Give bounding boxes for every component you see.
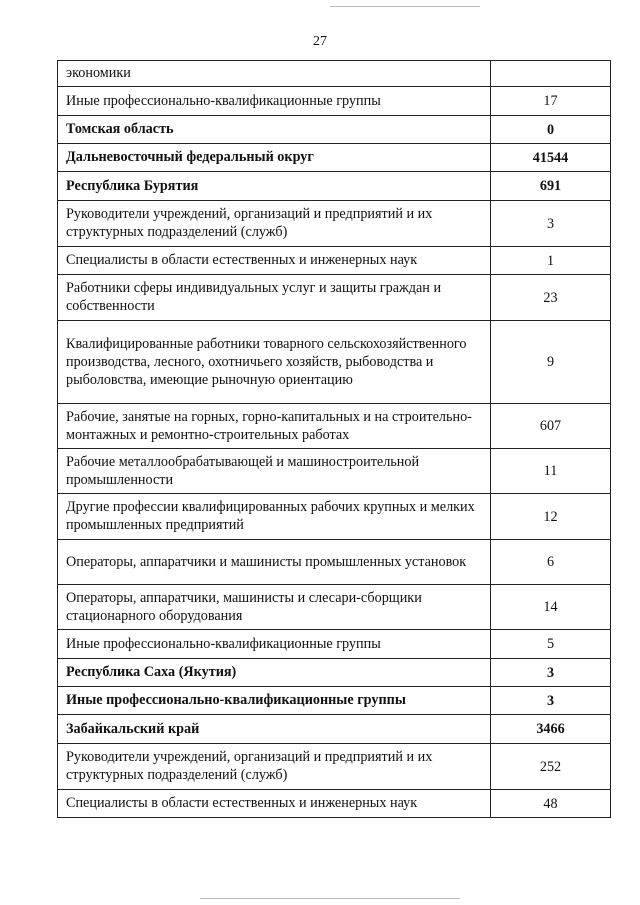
table-row: [58, 715, 611, 744]
row-label: Республика Бурятия: [58, 172, 491, 201]
row-label: Руководители учреждений, организаций и предприятий и их структурных подразделений (служб): [58, 744, 491, 790]
row-label: Рабочие металлообрабатывающей и машиностроительной промышленности: [58, 449, 491, 494]
table-row: [58, 87, 611, 116]
row-value: 48: [491, 790, 611, 818]
table-row: [58, 116, 611, 144]
table-row: [58, 172, 611, 201]
table-row: [58, 449, 611, 494]
table-row: [58, 61, 611, 87]
row-label: Специалисты в области естественных и инженерных наук: [58, 247, 491, 275]
row-value: 9: [491, 321, 611, 404]
row-label: Квалифицированные работники товарного сельскохозяйственного производства, лесного, охотничьего хозяйств, рыбоводства и рыболовства, имеющие рыночную ориентацию: [58, 321, 491, 404]
table-row: [58, 687, 611, 715]
row-label: Операторы, аппаратчики, машинисты и слесари-сборщики стационарного оборудования: [58, 585, 491, 630]
row-value: 5: [491, 630, 611, 659]
row-label: Забайкальский край: [58, 715, 491, 744]
row-value: 3: [491, 201, 611, 247]
row-value: 607: [491, 404, 611, 449]
row-label: Специалисты в области естественных и инженерных наук: [58, 790, 491, 818]
row-value: 11: [491, 449, 611, 494]
table-row: [58, 275, 611, 321]
row-label: Дальневосточный федеральный округ: [58, 144, 491, 172]
row-label: Работники сферы индивидуальных услуг и защиты граждан и собственности: [58, 275, 491, 321]
table-row: [58, 247, 611, 275]
row-label: Томская область: [58, 116, 491, 144]
table-row: [58, 494, 611, 540]
row-value: 3466: [491, 715, 611, 744]
table-row: [58, 790, 611, 818]
row-value: [491, 61, 611, 87]
scan-artifact-line: [200, 898, 460, 899]
row-label: Иные профессионально-квалификационные группы: [58, 87, 491, 116]
row-label: Иные профессионально-квалификационные группы: [58, 687, 491, 715]
row-value: 0: [491, 116, 611, 144]
row-value: 3: [491, 687, 611, 715]
row-label: Другие профессии квалифицированных рабочих крупных и мелких промышленных предприятий: [58, 494, 491, 540]
row-label: Иные профессионально-квалификационные группы: [58, 630, 491, 659]
row-label: Республика Саха (Якутия): [58, 659, 491, 687]
row-value: 41544: [491, 144, 611, 172]
row-value: 14: [491, 585, 611, 630]
row-value: 17: [491, 87, 611, 116]
table-row: [58, 630, 611, 659]
table-row: [58, 144, 611, 172]
row-value: 3: [491, 659, 611, 687]
scan-artifact-line: [330, 6, 480, 7]
row-label: Рабочие, занятые на горных, горно-капитальных и на строительно-монтажных и ремонтно-строительных работах: [58, 404, 491, 449]
row-label: экономики: [58, 61, 491, 87]
row-value: 691: [491, 172, 611, 201]
row-label: Операторы, аппаратчики и машинисты промышленных установок: [58, 540, 491, 585]
table-row: [58, 659, 611, 687]
row-value: 6: [491, 540, 611, 585]
row-label: Руководители учреждений, организаций и предприятий и их структурных подразделений (служб): [58, 201, 491, 247]
row-value: 1: [491, 247, 611, 275]
data-table: [57, 60, 611, 818]
table-row: [58, 540, 611, 585]
table-row: [58, 201, 611, 247]
table-row: [58, 744, 611, 790]
table-row: [58, 321, 611, 404]
table-body: [58, 61, 611, 818]
page-number: 27: [313, 34, 327, 49]
row-value: 252: [491, 744, 611, 790]
row-value: 23: [491, 275, 611, 321]
row-value: 12: [491, 494, 611, 540]
table-row: [58, 585, 611, 630]
table-row: [58, 404, 611, 449]
